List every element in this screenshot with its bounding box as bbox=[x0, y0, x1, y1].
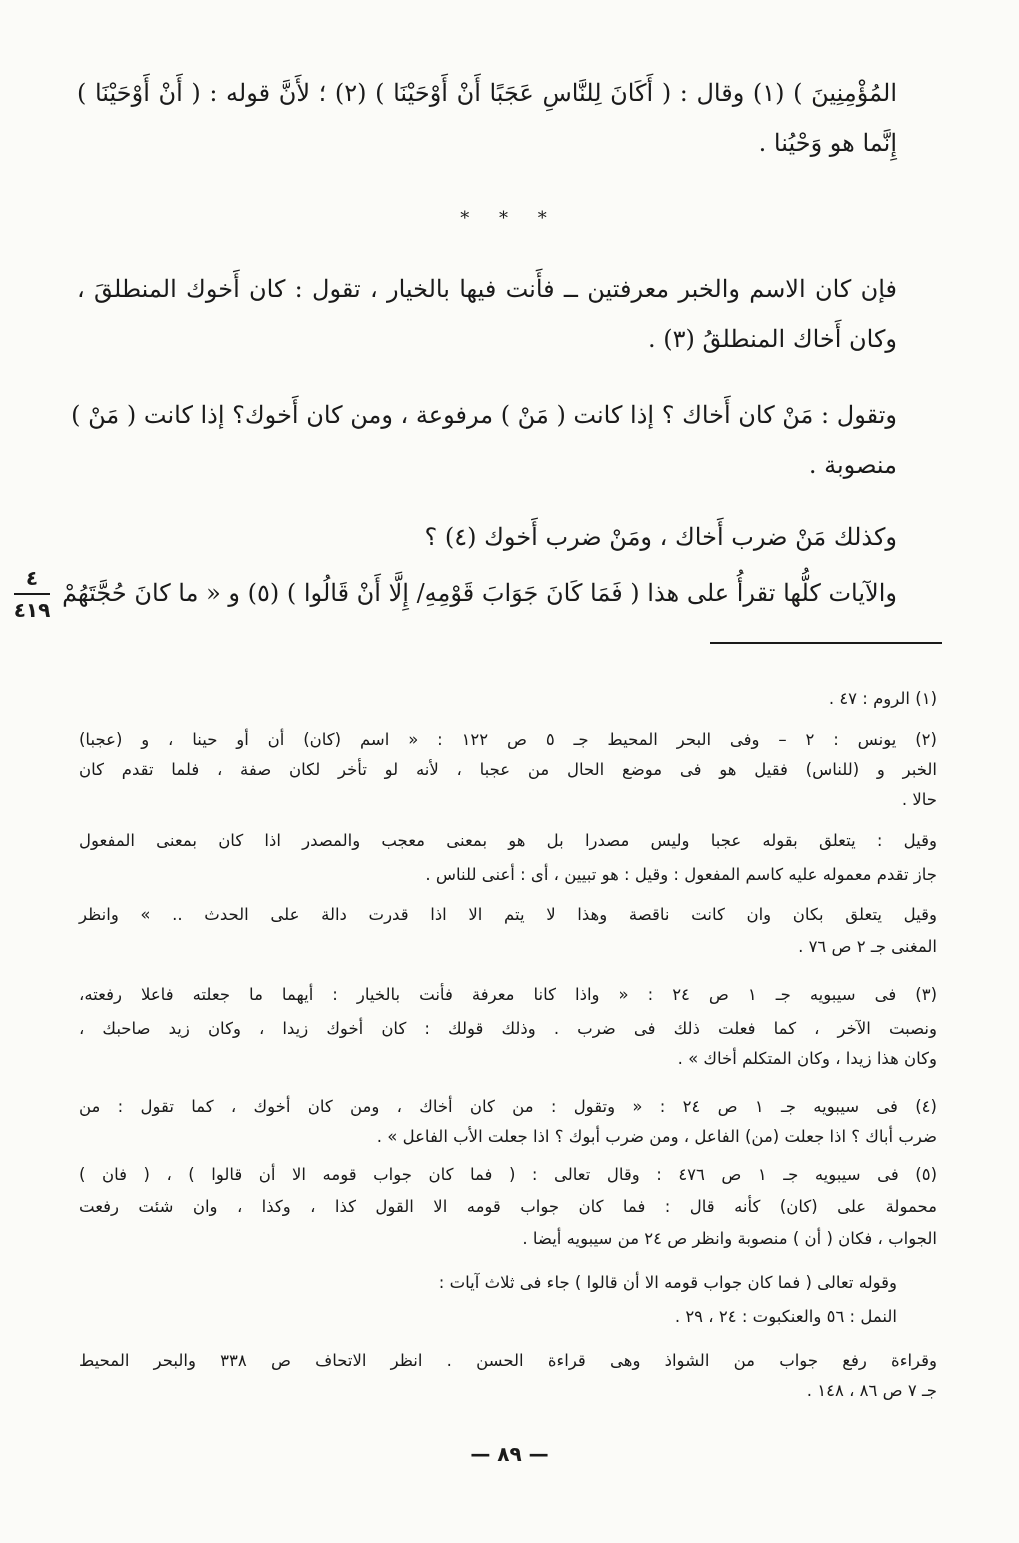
footnote-line-16: الجواب ، فكان ( أن ) منصوبة وانظر ص ٢٤ من سيبويه أيضا . bbox=[522, 1229, 937, 1248]
footnote-line-15: محمولة على (كان) كأنه قال : فما كان جواب قومه الا القول كذا ، وكذا ، وان شئت رفعت bbox=[79, 1197, 937, 1216]
footnote-line-18: النمل : ٥٦ والعنكبوت : ٢٤ ، ٢٩ . bbox=[674, 1307, 897, 1326]
footnote-line-11: وكان هذا زيدا ، وكان المتكلم أخاك » . bbox=[677, 1049, 937, 1068]
footnote-separator-rule bbox=[710, 642, 942, 644]
margin-reference-bottom: ٤١٩ bbox=[13, 598, 51, 622]
margin-reference-top: ٤ bbox=[25, 566, 39, 590]
main-text-line-4: وكان أَخاك المنطلقُ (٣) . bbox=[647, 325, 897, 353]
footnote-line-8: المغنى جـ ٢ ص ٧٦ . bbox=[798, 937, 937, 956]
footnote-line-6: جاز تقدم معموله عليه كاسم المفعول : وقيل : هو تبيين ، أى : أعنى للناس . bbox=[425, 865, 937, 884]
main-text-line-8: والآيات كلُّها تقرأُ على هذا ( فَمَا كَانَ جَوَابَ قَوْمِهِ/ إِلَّا أَنْ قَالُوا ) (٥) و « ما كانَ حُجَّتَهُمْ bbox=[62, 579, 897, 607]
footnote-line-12: (٤) فى سيبويه جـ ١ ص ٢٤ : « وتقول : من كان أخاك ، ومن كان أخوك ، كما تقول : من bbox=[79, 1097, 937, 1116]
footnote-line-20: جـ ٧ ص ٨٦ ، ١٤٨ . bbox=[806, 1381, 937, 1400]
footnote-line-9: (٣) فى سيبويه جـ ١ ص ٢٤ : « واذا كانا معرفة فأنت بالخيار : أيهما ما جعلته فاعلا رفعته، bbox=[79, 985, 937, 1004]
page-number: — ٨٩ — bbox=[470, 1442, 549, 1466]
footnote-line-4: حالا . bbox=[901, 790, 937, 809]
main-text-line-7: وكذلك مَنْ ضرب أَخاك ، ومَنْ ضرب أَخوك (٤) ؟ bbox=[424, 523, 897, 551]
footnote-line-5: وقيل : يتعلق بقوله عجبا وليس مصدرا بل هو بمعنى معجب والمصدر اذا كان بمعنى المفعول bbox=[79, 831, 937, 850]
footnote-line-10: ونصبت الآخر ، كما فعلت ذلك فى ضرب . وذلك قولك : كان أخوك زيدا ، وكان زيد صاحبك ، bbox=[79, 1019, 937, 1038]
footnote-line-13: ضرب أباك ؟ اذا جعلت (من) الفاعل ، ومن ضرب أبوك ؟ اذا جعلت الأب الفاعل » . bbox=[376, 1127, 937, 1146]
margin-reference-divider bbox=[14, 593, 50, 595]
main-text-line-1: المُؤْمِنِينَ ) (١) وقال : ( أَكَانَ لِلنَّاسِ عَجَبًا أَنْ أَوْحَيْنَا ) (٢) ؛ لأَنَّ قوله : ( أَنْ أَوْحَيْنَا ) bbox=[77, 79, 897, 107]
footnote-line-1: (١) الروم : ٤٧ . bbox=[828, 689, 937, 708]
footnote-line-2: (٢) يونس : ٢ – وفى البحر المحيط جـ ٥ ص ١٢٢ : « اسم (كان) أن أو حينا ، و (عجبا) bbox=[79, 730, 937, 749]
section-separator: * * * bbox=[460, 208, 559, 229]
footnote-line-7: وقيل يتعلق بكان وان كانت ناقصة وهذا لا يتم الا اذا قدرت دالة على الحدث .. » وانظر bbox=[79, 905, 937, 924]
margin-page-reference bbox=[10, 566, 54, 622]
footnote-line-17: وقوله تعالى ( فما كان جواب قومه الا أن قالوا ) جاء فى ثلاث آيات : bbox=[438, 1273, 897, 1292]
footnote-line-3: الخبر و (للناس) فقيل هو فى موضع الحال من عجبا ، لأنه لو تأخر لكان صفة ، فلما تقدم كان bbox=[79, 760, 937, 779]
main-text-line-2: إِنَّما هو وَحْيُنا . bbox=[758, 129, 897, 157]
main-text-line-3: فإن كان الاسم والخبر معرفتين ــ فأَنت فيها بالخيار ، تقول : كان أَخوك المنطلقَ ، bbox=[77, 275, 897, 303]
main-text-line-5: وتقول : مَنْ كان أَخاك ؟ إذا كانت ( مَنْ ) مرفوعة ، ومن كان أَخوك؟ إذا كانت ( مَنْ ) bbox=[71, 401, 897, 429]
footnote-line-19: وقراءة رفع جواب من الشواذ وهى قراءة الحسن . انظر الاتحاف ص ٣٣٨ والبحر المحيط bbox=[79, 1351, 938, 1370]
footnote-line-14: (٥) فى سيبويه جـ ١ ص ٤٧٦ : وقال تعالى : ( فما كان جواب قومه الا أن قالوا ) ، ( فان ) bbox=[79, 1165, 937, 1184]
main-text-line-6: منصوبة . bbox=[808, 451, 897, 479]
